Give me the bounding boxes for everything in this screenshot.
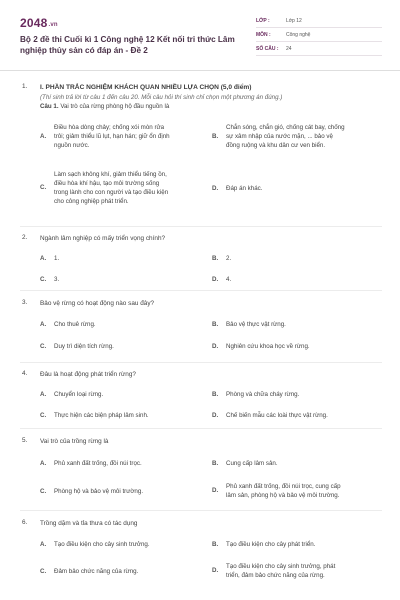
logo-suffix: .vn <box>48 22 58 28</box>
option-letter: B. <box>212 391 219 398</box>
option-letter: C. <box>40 568 47 575</box>
option-line: Chắn sóng, chắn gió, chống cát bay, chống <box>226 124 345 131</box>
question-text: Ngành lâm nghiệp có mấy triển vọng chính? <box>40 235 166 242</box>
option-text <box>226 482 390 500</box>
option-letter: C. <box>40 276 47 283</box>
option-text: Chế biến mẫu các loài thực vật rừng. <box>226 412 328 419</box>
question-text: Vai trò của rừng phòng hộ đầu nguồn là <box>60 103 170 110</box>
logo-text: 2048 <box>20 16 48 30</box>
meta-value: Công nghệ <box>286 31 311 38</box>
option-text: Nghiên cứu khoa học về rừng. <box>226 343 310 350</box>
option-letter: D. <box>212 412 219 419</box>
option-letter: A. <box>40 541 47 548</box>
option-letter: B. <box>212 460 219 467</box>
option-line: Tạo điều kiện cho cây sinh trưởng, phát <box>226 563 336 570</box>
exam-title: Bộ 2 đề thi Cuối kì 1 Công nghệ 12 Kết nối tri thức Lâm nghiệp thủy sản có đáp án - Đề 2 <box>20 35 235 55</box>
option-line: Phủ xanh đất trống, đồi núi trọc, cung cấp <box>226 483 341 490</box>
option-text: 3. <box>54 276 60 283</box>
question-divider <box>20 362 382 363</box>
question-number: 4. <box>22 370 28 377</box>
option-text: Đảm bảo chức năng của rừng. <box>54 568 139 575</box>
question-text: Đâu là hoạt động phát triển rừng? <box>40 371 136 378</box>
option-text: Phòng và chữa cháy rừng. <box>226 391 300 398</box>
option-text <box>54 123 218 150</box>
option-text <box>54 170 218 206</box>
option-letter: D. <box>212 567 219 574</box>
option-line: điều hòa khí hậu, tạo môi trường sống <box>54 180 160 187</box>
meta-row-class <box>256 14 382 28</box>
option-letter: D. <box>212 276 219 283</box>
option-letter: C. <box>40 412 47 419</box>
meta-row-subject <box>256 28 382 42</box>
question-prompt <box>40 103 385 112</box>
option-letter: B. <box>212 321 219 328</box>
option-letter: A. <box>40 321 47 328</box>
option-letter: B. <box>212 255 219 262</box>
option-text: Tạo điều kiện cho cây phát triển. <box>226 541 316 548</box>
option-text <box>226 123 390 150</box>
site-logo[interactable] <box>20 16 58 30</box>
option-text: 4. <box>226 276 232 283</box>
question-number: 3. <box>22 299 28 306</box>
option-line: Đáp án khác. <box>226 185 263 192</box>
question-label: Câu 1. <box>40 103 59 110</box>
question-number: 6. <box>22 519 28 526</box>
option-line: triển, đảm bảo chức năng của rừng. <box>226 572 325 579</box>
option-line: Điều hòa dòng chảy; chống xói mòn rửa <box>54 124 165 131</box>
option-line: nguồn nước. <box>54 142 90 149</box>
question-divider <box>20 290 382 291</box>
option-text: Cung cấp lâm sản. <box>226 460 278 467</box>
question-text: Bảo vệ rừng có hoạt động nào sau đây? <box>40 300 155 307</box>
option-letter: A. <box>40 255 47 262</box>
option-line: lâm sản, phòng hộ và bảo vệ môi trường. <box>226 492 340 499</box>
meta-label: LỚP : <box>256 17 270 24</box>
option-letter: B. <box>212 133 219 140</box>
option-line: trong lành cho con người và tạo điều kiện <box>54 189 169 196</box>
option-line: Làm sạch không khí, giảm thiểu tiếng ồn, <box>54 171 167 178</box>
option-line: đồng ruộng và khu dân cư ven biển. <box>226 142 326 149</box>
option-text: 2. <box>226 255 232 262</box>
header-divider <box>0 70 400 71</box>
option-letter: A. <box>40 133 47 140</box>
question-number: 5. <box>22 437 28 444</box>
meta-label: MÔN : <box>256 31 271 38</box>
option-letter: B. <box>212 541 219 548</box>
option-letter: D. <box>212 487 219 494</box>
option-line: trôi; giảm thiểu lũ lụt, hạn hán; giữ ổn định <box>54 133 170 140</box>
option-text: 1. <box>54 255 60 262</box>
option-letter: C. <box>40 488 47 495</box>
option-text: Cho thuê rừng. <box>54 321 96 328</box>
page-header <box>20 14 382 66</box>
meta-row-count <box>256 42 382 56</box>
section-heading: I. PHẦN TRẮC NGHIỆM KHÁCH QUAN NHIỀU LỰA CHỌN (5,0 điểm) <box>40 84 252 91</box>
option-text: Chuyển loại rừng. <box>54 391 104 398</box>
question-number: 2. <box>22 234 28 241</box>
option-text: Thực hiện các biện pháp lâm sinh. <box>54 412 149 419</box>
question-text: Trồng dặm và tỉa thưa có tác dụng <box>40 520 138 527</box>
option-letter: A. <box>40 391 47 398</box>
option-text <box>226 562 390 580</box>
question-number: 1. <box>22 83 28 90</box>
exam-meta <box>256 14 382 56</box>
option-text <box>226 184 390 193</box>
option-letter: D. <box>212 185 219 192</box>
option-line: cho công nghiệp phát triển. <box>54 198 129 205</box>
section-instructions: (Thí sinh trả lời từ câu 1 đến câu 20. Mỗi câu hỏi thí sinh chỉ chọn một phương án đúng.) <box>40 94 283 101</box>
option-text: Tạo điều kiện cho cây sinh trưởng. <box>54 541 150 548</box>
option-letter: C. <box>40 343 47 350</box>
meta-value: 24 <box>286 45 292 52</box>
question-text: Vai trò của trồng rừng là <box>40 438 109 445</box>
option-letter: C. <box>40 184 47 191</box>
question-divider <box>20 510 382 511</box>
question-divider <box>20 226 382 227</box>
option-text: Phủ xanh đất trống, đồi núi trọc. <box>54 460 142 467</box>
option-text: Duy trì diện tích rừng. <box>54 343 114 350</box>
option-text: Bảo vệ thực vật rừng. <box>226 321 286 328</box>
meta-value: Lớp 12 <box>286 17 302 24</box>
option-letter: A. <box>40 460 47 467</box>
option-line: sự xâm nhập của nước mặn, ... bảo vệ <box>226 133 333 140</box>
question-divider <box>20 428 382 429</box>
meta-label: SỐ CÂU : <box>256 45 279 52</box>
option-text: Phòng hộ và bảo vệ môi trường. <box>54 488 144 495</box>
option-letter: D. <box>212 343 219 350</box>
